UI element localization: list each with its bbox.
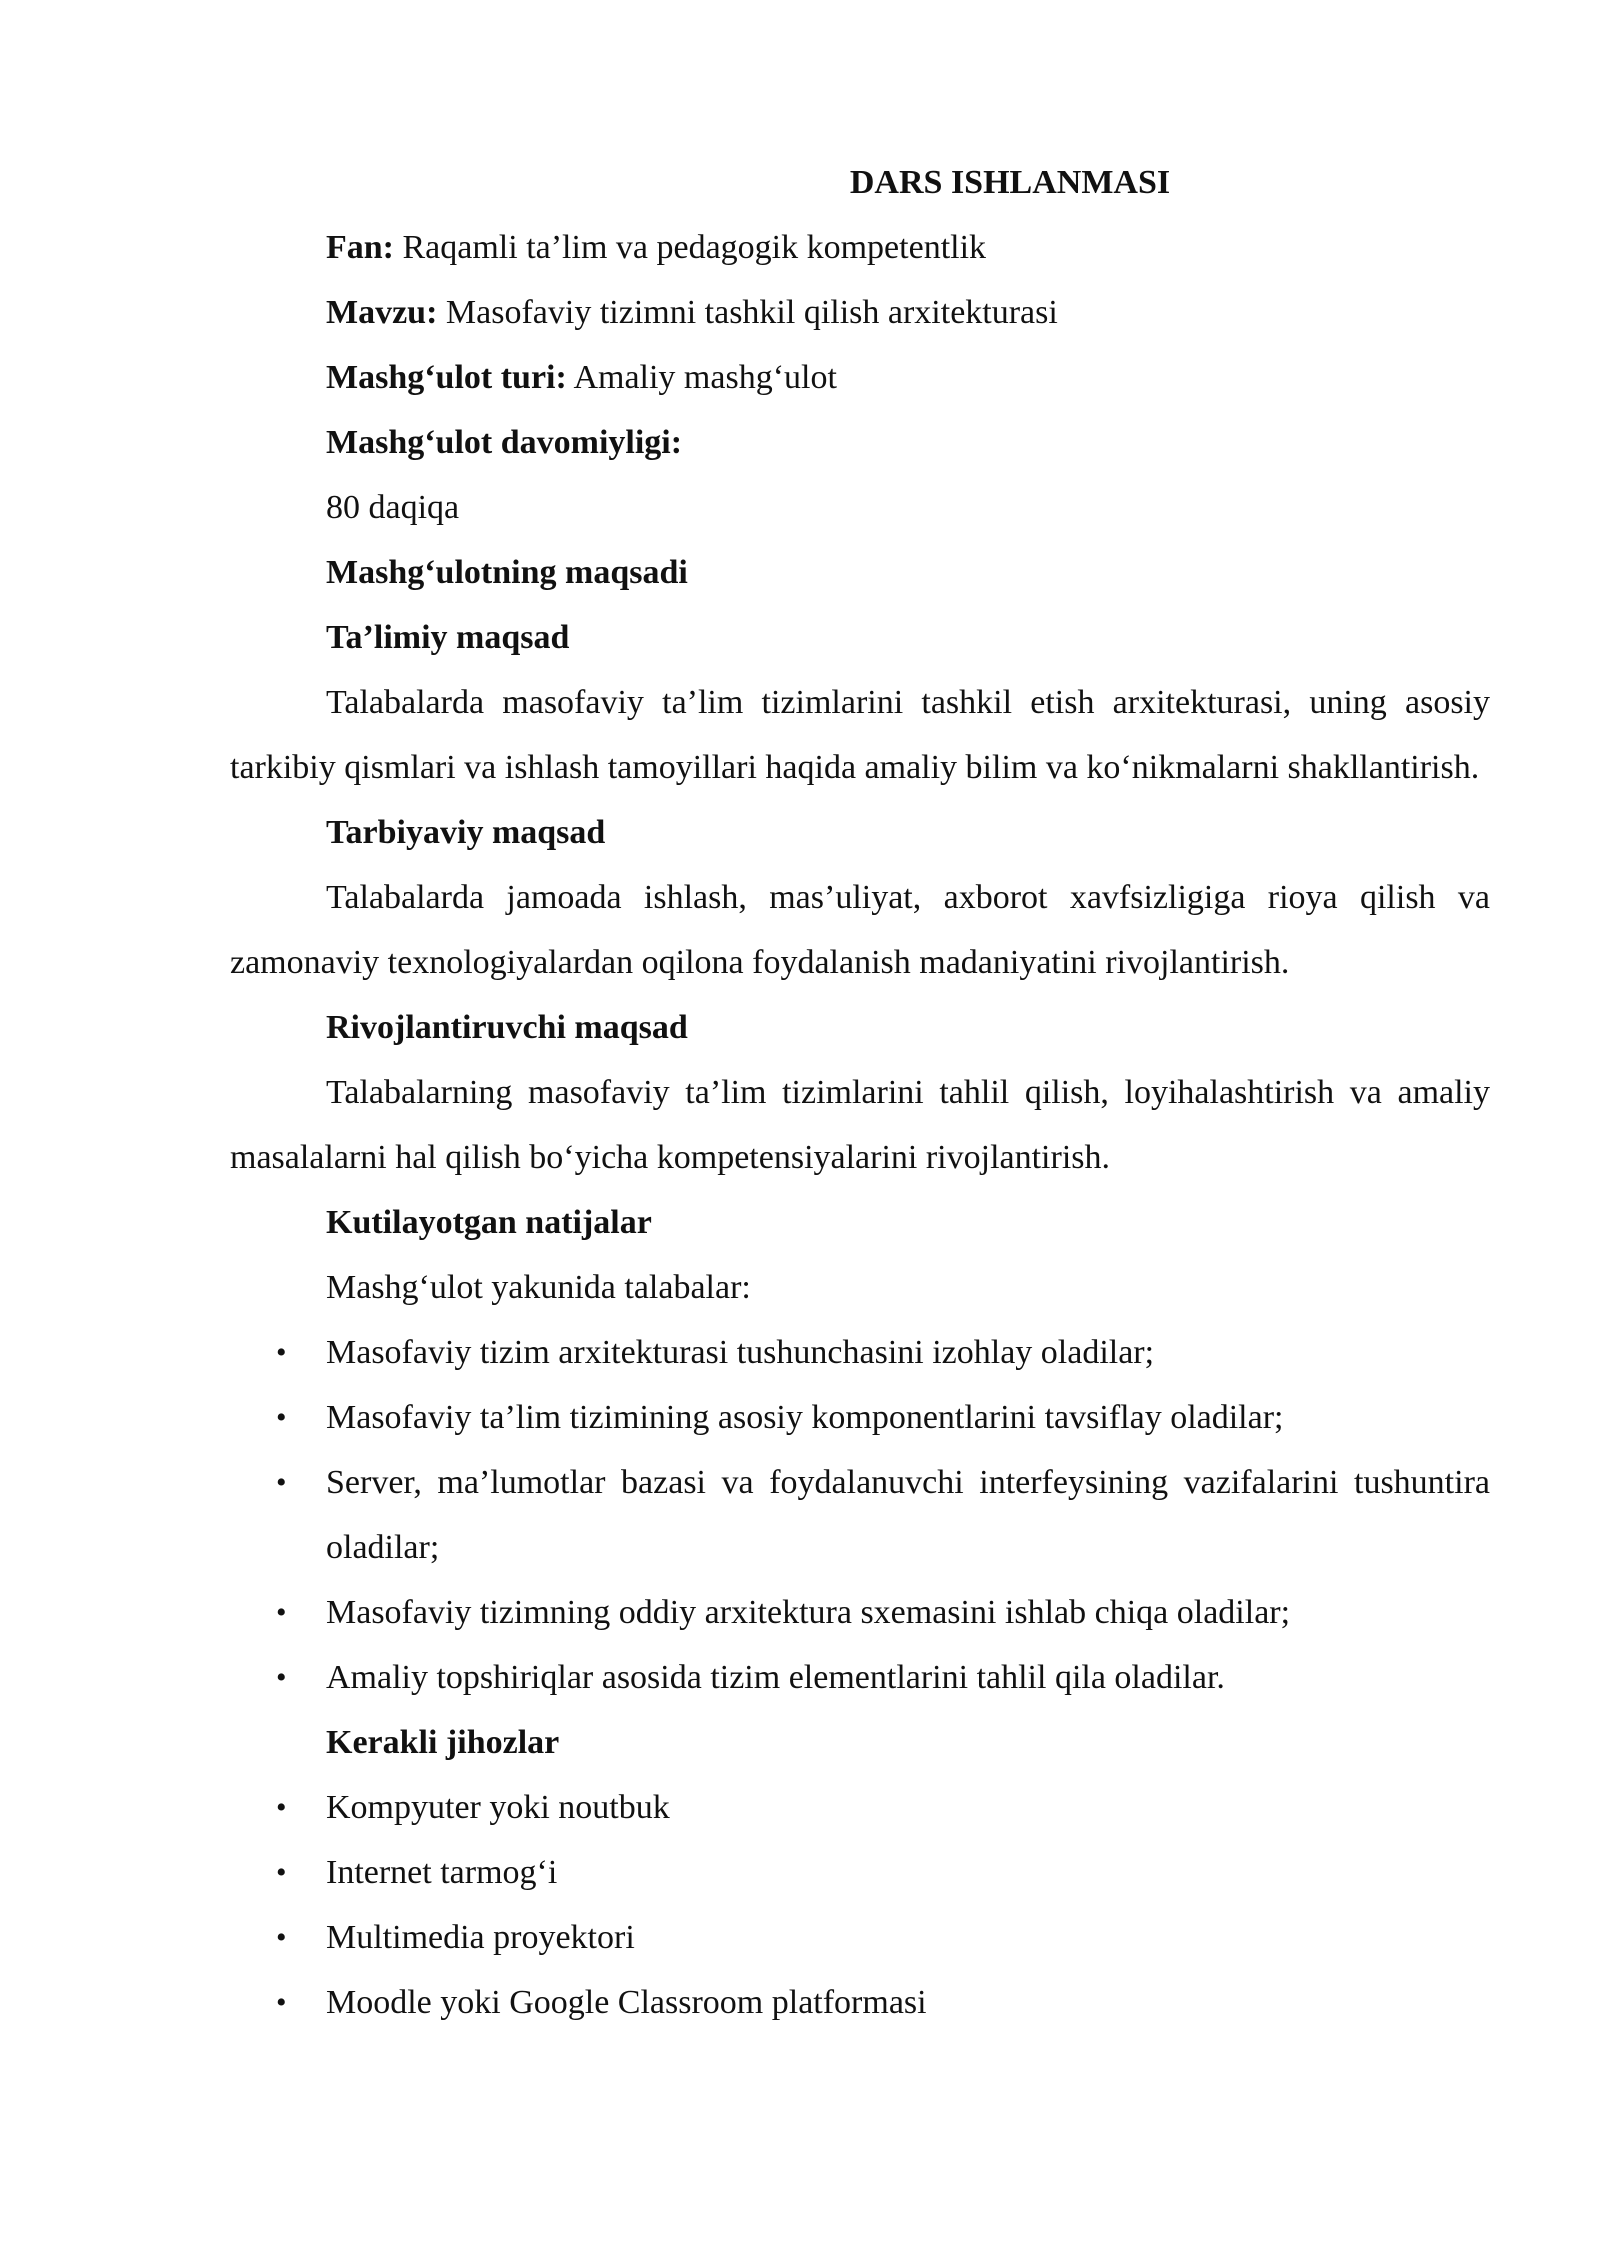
bullet-icon: •: [276, 1986, 287, 2019]
mavzu-label: Mavzu:: [326, 294, 438, 331]
bullet-icon: •: [276, 1336, 287, 1369]
list-item-text: Moodle yoki Google Classroom platformasi: [326, 1984, 927, 2021]
bullet-icon: •: [276, 1466, 287, 1499]
jihozlar-heading: Kerakli jihozlar: [326, 1724, 560, 1761]
list-item: [230, 1645, 1490, 1710]
davomiylik-label: Mashg‘ulot davomiyligi:: [326, 424, 683, 461]
turi-label: Mashg‘ulot turi:: [326, 359, 567, 396]
bullet-icon: •: [276, 1856, 287, 1889]
document-body: [230, 150, 1490, 2035]
list-item: [230, 1580, 1490, 1645]
list-item-text: Server, ma’lumotlar bazasi va foydalanuvchi interfeysining vazifalarini tushuntira oladilar;: [326, 1464, 1490, 1566]
natijalar-heading: Kutilayotgan natijalar: [326, 1204, 652, 1241]
list-item-text: Internet tarmog‘i: [326, 1854, 558, 1891]
turi-value: Amaliy mashg‘ulot: [566, 359, 837, 396]
document-title: DARS ISHLANMASI: [849, 164, 1171, 201]
jihozlar-list: [230, 1775, 1490, 2035]
mavzu-line: [230, 280, 1490, 345]
natijalar-list: [230, 1320, 1490, 1710]
fan-label: Fan:: [326, 229, 394, 266]
bullet-icon: •: [276, 1791, 287, 1824]
rivojlantiruvchi-text: Talabalarning masofaviy ta’lim tizimlarini tahlil qilish, loyihalashtirish va amaliy masalalarni hal qilish bo‘yicha kompetensiyalarini rivojlantirish.: [230, 1074, 1490, 1176]
fan-line: [230, 215, 1490, 280]
list-item: [230, 1775, 1490, 1840]
list-item: [230, 1385, 1490, 1450]
bullet-icon: •: [276, 1596, 287, 1629]
rivojlantiruvchi-heading: Rivojlantiruvchi maqsad: [326, 1009, 688, 1046]
list-item-text: Amaliy topshiriqlar asosida tizim elementlarini tahlil qila oladilar.: [326, 1659, 1225, 1696]
tarbiyaviy-heading: Tarbiyaviy maqsad: [326, 814, 606, 851]
turi-line: [230, 345, 1490, 410]
maqsadi-heading: Mashg‘ulotning maqsadi: [326, 554, 688, 591]
list-item-text: Masofaviy tizimning oddiy arxitektura sxemasini ishlab chiqa oladilar;: [326, 1594, 1291, 1631]
list-item: [230, 1320, 1490, 1385]
bullet-icon: •: [276, 1661, 287, 1694]
talimiy-text: Talabalarda masofaviy ta’lim tizimlarini tashkil etish arxitekturasi, uning asosiy tarkibiy qismlari va ishlash tamoyillari haqida amaliy bilim va ko‘nikmalarni shakllantirish.: [230, 684, 1490, 786]
talimiy-heading: Ta’limiy maqsad: [326, 619, 570, 656]
list-item-text: Masofaviy tizim arxitekturasi tushunchasini izohlay oladilar;: [326, 1334, 1155, 1371]
list-item-text: Masofaviy ta’lim tizimining asosiy komponentlarini tavsiflay oladilar;: [326, 1399, 1284, 1436]
bullet-icon: •: [276, 1921, 287, 1954]
fan-value: Raqamli ta’lim va pedagogik kompetentlik: [394, 229, 987, 266]
mavzu-value: Masofaviy tizimni tashkil qilish arxitekturasi: [437, 294, 1058, 331]
davomiylik-value: 80 daqiqa: [326, 489, 460, 526]
list-item-text: Kompyuter yoki noutbuk: [326, 1789, 670, 1826]
natijalar-intro: Mashg‘ulot yakunida talabalar:: [326, 1269, 751, 1306]
list-item: [230, 1970, 1490, 2035]
list-item: [230, 1450, 1490, 1580]
tarbiyaviy-text: Talabalarda jamoada ishlash, mas’uliyat, axborot xavfsizligiga rioya qilish va zamonaviy texnologiyalardan oqilona foydalanish madaniyatini rivojlantirish.: [230, 879, 1490, 981]
list-item: [230, 1840, 1490, 1905]
list-item-text: Multimedia proyektori: [326, 1919, 635, 1956]
bullet-icon: •: [276, 1401, 287, 1434]
list-item: [230, 1905, 1490, 1970]
